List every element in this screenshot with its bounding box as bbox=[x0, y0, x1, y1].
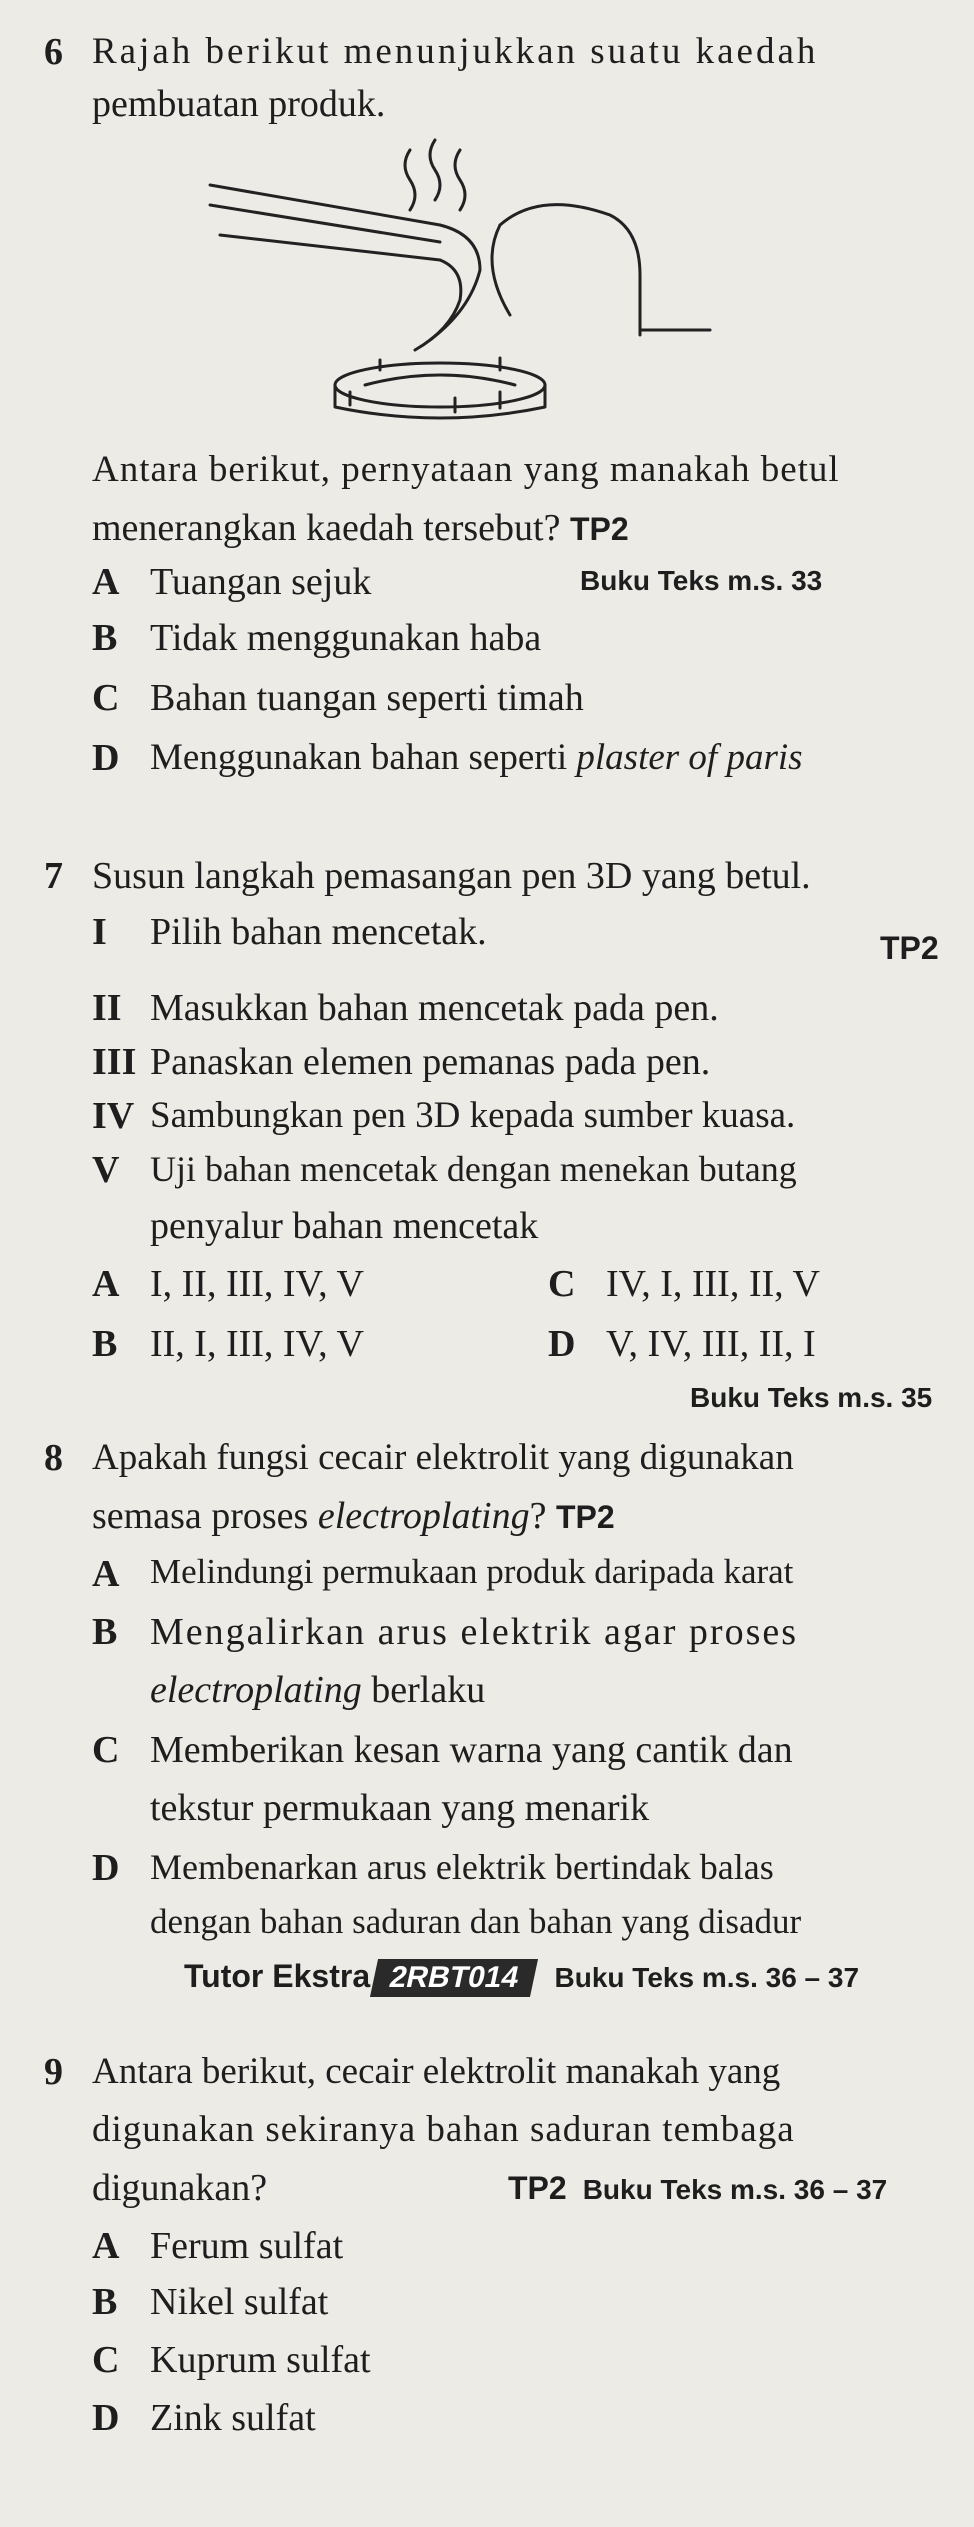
question-text: digunakan sekiranya bahan saduran tembaga bbox=[92, 2109, 795, 2150]
question-text-part: semasa proses bbox=[92, 1495, 318, 1537]
tp-label: TP2 bbox=[569, 511, 629, 547]
textbook-reference: Buku Teks m.s. 33 bbox=[580, 565, 823, 596]
option-letter: A bbox=[92, 1553, 120, 1595]
question-text: digunakan? bbox=[92, 2167, 268, 2209]
question-text-italic: electroplating bbox=[317, 1495, 530, 1537]
code-badge: 2RBT014 bbox=[370, 1959, 538, 1997]
textbook-reference: Buku Teks m.s. 35 bbox=[690, 1382, 933, 1413]
question-text: Susun langkah pemasangan pen 3D yang betul. bbox=[92, 855, 811, 897]
option-text: I, II, III, IV, V bbox=[150, 1263, 364, 1305]
question-number: 9 bbox=[44, 2051, 63, 2093]
option-text-italic: electroplating bbox=[150, 1669, 362, 1711]
option-text: Bahan tuangan seperti timah bbox=[150, 677, 584, 719]
question-number: 6 bbox=[44, 31, 63, 73]
option-text bbox=[150, 1668, 485, 1712]
question-text bbox=[92, 506, 629, 550]
option-text: IV, I, III, II, V bbox=[606, 1263, 820, 1305]
question-text bbox=[92, 1494, 615, 1538]
option-text: Memberikan kesan warna yang cantik dan bbox=[150, 1729, 793, 1771]
option-letter: B bbox=[92, 2281, 118, 2323]
option-text: Melindungi permukaan produk daripada karat bbox=[150, 1552, 794, 1591]
question-text: Antara berikut, pernyataan yang manakah betul bbox=[92, 449, 840, 490]
option-text: Ferum sulfat bbox=[150, 2225, 344, 2267]
hot-stamping-illustration bbox=[200, 130, 720, 420]
question-text: pembuatan produk. bbox=[92, 83, 386, 125]
option-text bbox=[150, 736, 803, 779]
step-text: Masukkan bahan mencetak pada pen. bbox=[150, 987, 719, 1029]
textbook-reference: Buku Teks m.s. 36 – 37 bbox=[554, 1962, 860, 1993]
step-text: Pilih bahan mencetak. bbox=[150, 911, 487, 953]
option-text: Nikel sulfat bbox=[150, 2281, 329, 2323]
option-letter: C bbox=[92, 1729, 120, 1771]
step-text: Panaskan elemen pemanas pada pen. bbox=[150, 1041, 711, 1083]
option-text: Mengalirkan arus elektrik agar proses bbox=[150, 1611, 799, 1653]
textbook-reference: Buku Teks m.s. 36 – 37 bbox=[582, 2174, 888, 2205]
question-number: 7 bbox=[44, 855, 63, 897]
option-text: dengan bahan saduran dan bahan yang disadur bbox=[150, 1902, 802, 1941]
step-numeral: III bbox=[92, 1041, 137, 1083]
option-text: tekstur permukaan yang menarik bbox=[150, 1787, 650, 1829]
option-letter: B bbox=[92, 617, 118, 659]
option-letter: D bbox=[92, 1847, 120, 1889]
step-numeral: IV bbox=[92, 1095, 135, 1137]
option-text: Tidak menggunakan haba bbox=[150, 617, 542, 659]
step-numeral: V bbox=[92, 1149, 120, 1191]
step-text: Sambungkan pen 3D kepada sumber kuasa. bbox=[150, 1095, 796, 1136]
option-letter: A bbox=[92, 1263, 120, 1305]
option-letter: D bbox=[92, 2397, 120, 2439]
option-letter: C bbox=[548, 1263, 576, 1305]
resource-reference bbox=[184, 1958, 859, 1997]
option-text-italic: plaster of paris bbox=[576, 737, 803, 778]
step-text: Uji bahan mencetak dengan menekan butang bbox=[150, 1149, 797, 1189]
question-number: 8 bbox=[44, 1437, 63, 1479]
question-text: Antara berikut, cecair elektrolit manakah yang bbox=[92, 2051, 781, 2092]
option-text: V, IV, III, II, I bbox=[606, 1323, 816, 1365]
tp-label: TP2 bbox=[880, 930, 939, 966]
question-text-part: ? bbox=[529, 1495, 547, 1537]
question-text: Rajah berikut menunjukkan suatu kaedah bbox=[92, 31, 819, 72]
option-text: Tuangan sejuk bbox=[150, 561, 372, 603]
step-numeral: II bbox=[92, 987, 122, 1029]
question-text: Apakah fungsi cecair elektrolit yang digunakan bbox=[92, 1437, 794, 1478]
option-text-part: Menggunakan bahan seperti bbox=[150, 737, 577, 778]
option-letter: A bbox=[92, 2225, 120, 2267]
step-numeral: I bbox=[92, 911, 107, 953]
option-letter: A bbox=[92, 561, 120, 603]
option-letter: B bbox=[92, 1611, 118, 1653]
option-text: Zink sulfat bbox=[150, 2397, 316, 2439]
option-letter: C bbox=[92, 2339, 120, 2381]
tutor-ekstra-label: Tutor Ekstra bbox=[184, 1958, 371, 1994]
option-text: II, I, III, IV, V bbox=[150, 1323, 364, 1365]
option-text: Membenarkan arus elektrik bertindak balas bbox=[150, 1847, 774, 1887]
tp-label: TP2 bbox=[555, 1499, 615, 1535]
option-letter: D bbox=[548, 1323, 576, 1365]
option-letter: C bbox=[92, 677, 120, 719]
tp-label: TP2 bbox=[508, 2170, 567, 2206]
option-text-part: berlaku bbox=[361, 1669, 486, 1711]
step-text: penyalur bahan mencetak bbox=[150, 1205, 539, 1247]
question-text-part: menerangkan kaedah tersebut? bbox=[92, 507, 561, 549]
option-letter: B bbox=[92, 1323, 118, 1365]
question-meta bbox=[508, 2170, 887, 2207]
option-text: Kuprum sulfat bbox=[150, 2339, 371, 2381]
option-letter: D bbox=[92, 737, 120, 779]
